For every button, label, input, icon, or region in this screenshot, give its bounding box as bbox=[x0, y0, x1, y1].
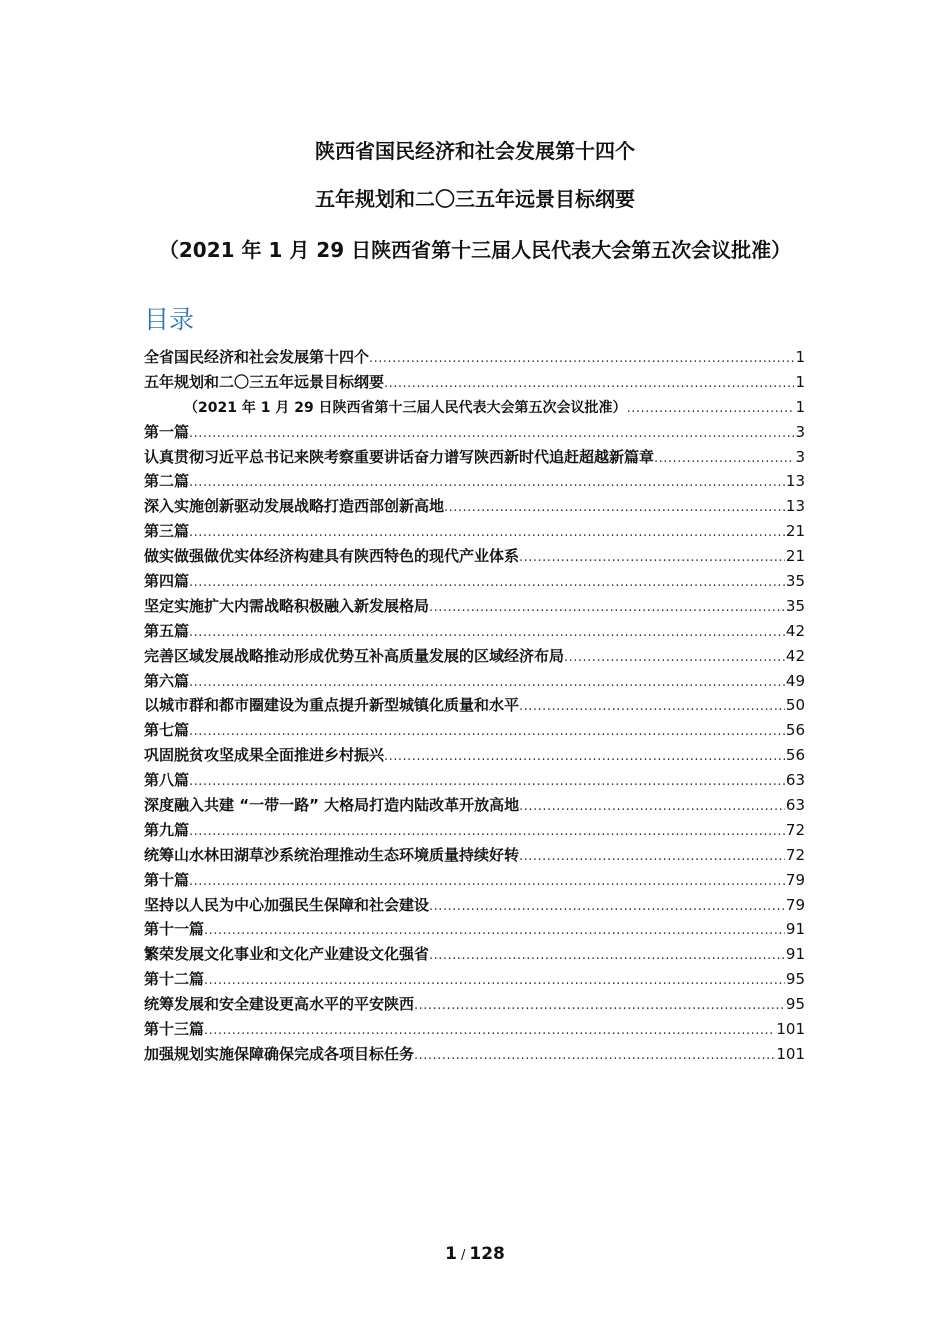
toc-entry-label: 第二篇 bbox=[144, 472, 190, 491]
toc-leader-dots bbox=[429, 944, 785, 967]
toc-entry[interactable] bbox=[144, 420, 805, 445]
toc-entry-page: 101 bbox=[776, 1020, 805, 1039]
toc-entry-page: 42 bbox=[785, 646, 805, 665]
toc-leader-dots bbox=[204, 919, 785, 942]
toc-entry-label: 第九篇 bbox=[144, 820, 190, 839]
toc-leader-dots bbox=[204, 969, 785, 992]
toc-entry[interactable] bbox=[144, 519, 805, 544]
toc-entry-label: 第一篇 bbox=[144, 422, 190, 441]
toc-entry-page: 91 bbox=[785, 920, 805, 939]
toc-leader-dots bbox=[189, 571, 785, 594]
toc-entry-label: 认真贯彻习近平总书记来陕考察重要讲话奋力谱写陕西新时代追赶超越新篇章 bbox=[144, 447, 655, 466]
toc-entry[interactable] bbox=[144, 469, 805, 494]
toc-entry[interactable] bbox=[144, 768, 805, 793]
toc-entry-label: 完善区域发展战略推动形成优势互补高质量发展的区域经济布局 bbox=[144, 646, 565, 665]
toc-entry-label: 深入实施创新驱动发展战略打造西部创新高地 bbox=[144, 497, 445, 516]
toc-entry-label: 第四篇 bbox=[144, 572, 190, 591]
toc-entry-page: 1 bbox=[795, 348, 805, 366]
toc-entry-label: 第七篇 bbox=[144, 721, 190, 740]
toc-leader-dots bbox=[429, 596, 785, 619]
toc-entry-page: 49 bbox=[785, 671, 805, 690]
page-separator: / bbox=[460, 1248, 466, 1263]
toc-leader-dots bbox=[519, 845, 785, 868]
toc-leader-dots bbox=[384, 745, 785, 768]
table-of-contents bbox=[144, 345, 805, 1067]
toc-entry[interactable] bbox=[144, 992, 805, 1017]
toc-entry[interactable] bbox=[144, 718, 805, 743]
toc-entry[interactable] bbox=[144, 743, 805, 768]
toc-leader-dots bbox=[627, 397, 795, 420]
toc-entry[interactable] bbox=[144, 345, 805, 370]
toc-entry-page: 63 bbox=[785, 796, 805, 815]
toc-leader-dots bbox=[369, 347, 794, 370]
toc-entry-page: 72 bbox=[785, 845, 805, 864]
toc-entry-page: 3 bbox=[795, 447, 805, 466]
toc-leader-dots bbox=[384, 372, 794, 395]
toc-entry[interactable] bbox=[144, 843, 805, 868]
toc-entry-page: 63 bbox=[785, 771, 805, 790]
toc-entry-page: 50 bbox=[785, 696, 805, 715]
toc-entry-page: 13 bbox=[785, 472, 805, 491]
toc-entry[interactable] bbox=[144, 793, 805, 818]
toc-entry-page: 56 bbox=[785, 746, 805, 765]
toc-entry-page: 1 bbox=[795, 397, 805, 416]
toc-entry-page: 72 bbox=[785, 820, 805, 839]
document-title-line-2: 五年规划和二〇三五年远景目标纲要 bbox=[315, 187, 635, 211]
toc-entry-label: 第三篇 bbox=[144, 522, 190, 541]
toc-entry-label: 第五篇 bbox=[144, 621, 190, 640]
toc-leader-dots bbox=[189, 521, 785, 544]
toc-entry[interactable] bbox=[144, 494, 805, 519]
toc-entry-page: 95 bbox=[785, 970, 805, 989]
toc-entry-page: 21 bbox=[785, 522, 805, 541]
toc-entry[interactable] bbox=[144, 868, 805, 893]
toc-entry-label: 统筹山水林田湖草沙系统治理推动生态环境质量持续好转 bbox=[144, 845, 520, 864]
toc-entry[interactable] bbox=[144, 967, 805, 992]
toc-entry[interactable] bbox=[144, 594, 805, 619]
toc-leader-dots bbox=[189, 770, 785, 793]
toc-entry-page: 42 bbox=[785, 621, 805, 640]
toc-leader-dots bbox=[189, 621, 785, 644]
toc-entry[interactable] bbox=[144, 917, 805, 942]
toc-entry-label: 第十二篇 bbox=[144, 970, 205, 989]
toc-entry-label: 第十篇 bbox=[144, 870, 190, 889]
toc-entry-label: 深度融入共建 “一带一路” 大格局打造内陆改革开放高地 bbox=[144, 796, 520, 815]
toc-entry[interactable] bbox=[144, 445, 805, 470]
toc-leader-dots bbox=[519, 695, 785, 718]
toc-entry[interactable] bbox=[144, 1017, 805, 1042]
toc-leader-dots bbox=[189, 671, 785, 694]
toc-entry-label: 第六篇 bbox=[144, 671, 190, 690]
toc-entry-label: 统筹发展和安全建设更高水平的平安陕西 bbox=[144, 995, 415, 1014]
toc-entry-page: 56 bbox=[785, 721, 805, 740]
toc-leader-dots bbox=[414, 1044, 775, 1067]
total-pages: 128 bbox=[469, 1244, 505, 1264]
toc-entry-page: 101 bbox=[776, 1044, 805, 1063]
toc-entry[interactable] bbox=[144, 395, 805, 420]
document-title-line-3: （2021 年 1 月 29 日陕西省第十三届人民代表大会第五次会议批准） bbox=[158, 238, 792, 262]
toc-entry-label: 繁荣发展文化事业和文化产业建设文化强省 bbox=[144, 945, 430, 964]
toc-entry-label: 第八篇 bbox=[144, 771, 190, 790]
toc-entry-label: 第十三篇 bbox=[144, 1020, 205, 1039]
toc-entry[interactable] bbox=[144, 818, 805, 843]
toc-leader-dots bbox=[189, 720, 785, 743]
toc-entry[interactable] bbox=[144, 569, 805, 594]
current-page: 1 bbox=[445, 1244, 457, 1264]
toc-heading: 目录 bbox=[144, 305, 195, 334]
toc-entry-label: 以城市群和都市圈建设为重点提升新型城镇化质量和水平 bbox=[144, 696, 520, 715]
document-title-line-1: 陕西省国民经济和社会发展第十四个 bbox=[315, 139, 635, 163]
toc-entry-label: 五年规划和二〇三五年远景目标纲要 bbox=[144, 372, 385, 391]
toc-entry-label: 巩固脱贫攻坚成果全面推进乡村振兴 bbox=[144, 746, 385, 765]
toc-entry-page: 91 bbox=[785, 945, 805, 964]
toc-entry[interactable] bbox=[144, 370, 805, 395]
toc-entry[interactable] bbox=[144, 1042, 805, 1067]
toc-leader-dots bbox=[189, 870, 785, 893]
toc-leader-dots bbox=[564, 646, 785, 669]
toc-entry[interactable] bbox=[144, 544, 805, 569]
toc-leader-dots bbox=[654, 447, 794, 470]
toc-entry-page: 1 bbox=[795, 372, 805, 391]
toc-leader-dots bbox=[204, 1019, 775, 1042]
toc-leader-dots bbox=[429, 895, 785, 918]
toc-entry-label: 第十一篇 bbox=[144, 920, 205, 939]
toc-entry[interactable] bbox=[144, 893, 805, 918]
toc-entry-page: 13 bbox=[785, 497, 805, 516]
toc-leader-dots bbox=[519, 795, 785, 818]
toc-entry[interactable] bbox=[144, 669, 805, 694]
toc-entry-page: 21 bbox=[785, 547, 805, 566]
page-number bbox=[0, 1242, 950, 1268]
toc-leader-dots bbox=[189, 471, 785, 494]
toc-leader-dots bbox=[414, 994, 785, 1017]
toc-entry-label: 坚定实施扩大内需战略积极融入新发展格局 bbox=[144, 596, 430, 615]
toc-entry-label: 坚持以人民为中心加强民生保障和社会建设 bbox=[144, 895, 430, 914]
toc-entry-page: 79 bbox=[785, 895, 805, 914]
toc-entry[interactable] bbox=[144, 942, 805, 967]
toc-entry-label: 加强规划实施保障确保完成各项目标任务 bbox=[144, 1044, 415, 1063]
toc-entry[interactable] bbox=[144, 619, 805, 644]
toc-entry-page: 35 bbox=[785, 596, 805, 615]
toc-leader-dots bbox=[519, 546, 785, 569]
toc-entry-label: （2021 年 1 月 29 日陕西省第十三届人民代表大会第五次会议批准） bbox=[184, 399, 627, 416]
toc-entry-page: 35 bbox=[785, 572, 805, 591]
toc-entry-page: 79 bbox=[785, 870, 805, 889]
toc-entry-label: 做实做强做优实体经济构建具有陕西特色的现代产业体系 bbox=[144, 547, 520, 566]
toc-entry[interactable] bbox=[144, 693, 805, 718]
toc-entry-page: 3 bbox=[795, 422, 805, 441]
toc-leader-dots bbox=[189, 422, 794, 445]
toc-leader-dots bbox=[444, 496, 785, 519]
toc-entry[interactable] bbox=[144, 644, 805, 669]
toc-entry-page: 95 bbox=[785, 995, 805, 1014]
toc-leader-dots bbox=[189, 820, 785, 843]
toc-entry-label: 全省国民经济和社会发展第十四个 bbox=[144, 348, 370, 366]
